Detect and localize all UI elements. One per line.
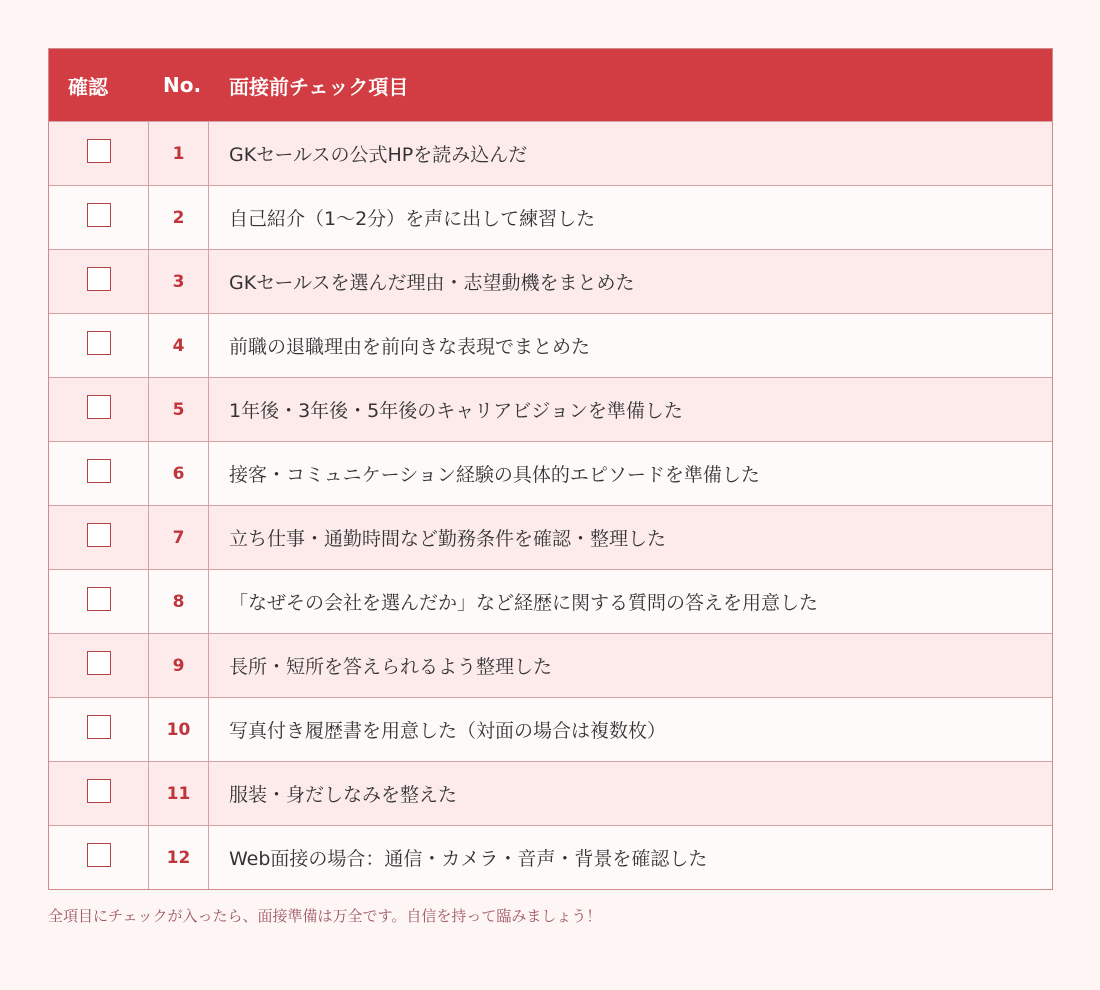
item-text: 1年後・3年後・5年後のキャリアビジョンを準備した xyxy=(229,400,683,422)
table-row xyxy=(49,185,1052,249)
table-header xyxy=(49,49,1052,121)
item-number: 6 xyxy=(149,442,209,505)
check-cell xyxy=(49,250,149,313)
table-row xyxy=(49,761,1052,825)
item-text: 立ち仕事・通勤時間など勤務条件を確認・整理した xyxy=(229,528,667,550)
item-number: 10 xyxy=(149,698,209,761)
item-text: Web面接の場合：通信・カメラ・音声・背景を確認した xyxy=(229,848,708,870)
item-number: 5 xyxy=(149,378,209,441)
checkbox[interactable] xyxy=(87,651,111,675)
check-cell xyxy=(49,570,149,633)
check-cell xyxy=(49,634,149,697)
item-number: 4 xyxy=(149,314,209,377)
item-number: 3 xyxy=(149,250,209,313)
table-row xyxy=(49,505,1052,569)
checkbox[interactable] xyxy=(87,139,111,163)
table-row xyxy=(49,377,1052,441)
table-row xyxy=(49,313,1052,377)
table-row xyxy=(49,569,1052,633)
checklist-table xyxy=(48,48,1053,890)
check-cell xyxy=(49,314,149,377)
table-row xyxy=(49,121,1052,185)
item-text: GKセールスの公式HPを読み込んだ xyxy=(229,144,528,166)
item-text: 接客・コミュニケーション経験の具体的エピソードを準備した xyxy=(229,464,760,486)
item-number: 7 xyxy=(149,506,209,569)
item-number: 9 xyxy=(149,634,209,697)
item-number: 8 xyxy=(149,570,209,633)
checkbox[interactable] xyxy=(87,459,111,483)
table-row xyxy=(49,825,1052,889)
table-row xyxy=(49,633,1052,697)
check-cell xyxy=(49,698,149,761)
checkbox[interactable] xyxy=(87,523,111,547)
checkbox[interactable] xyxy=(87,395,111,419)
item-number: 11 xyxy=(149,762,209,825)
item-number: 12 xyxy=(149,826,209,889)
item-text: 服装・身だしなみを整えた xyxy=(229,784,458,806)
check-cell xyxy=(49,762,149,825)
header-item: 面接前チェック項目 xyxy=(229,74,409,99)
checkbox[interactable] xyxy=(87,203,111,227)
table-body xyxy=(49,121,1052,889)
check-cell xyxy=(49,442,149,505)
item-text: 前職の退職理由を前向きな表現でまとめた xyxy=(229,336,591,358)
header-check: 確認 xyxy=(68,74,108,99)
check-cell xyxy=(49,378,149,441)
check-cell xyxy=(49,122,149,185)
checkbox[interactable] xyxy=(87,779,111,803)
checkbox[interactable] xyxy=(87,715,111,739)
check-cell xyxy=(49,506,149,569)
checkbox[interactable] xyxy=(87,267,111,291)
item-text: 写真付き履歴書を用意した（対面の場合は複数枚） xyxy=(229,720,667,742)
check-cell xyxy=(49,186,149,249)
checkbox[interactable] xyxy=(87,843,111,867)
table-row xyxy=(49,249,1052,313)
header-no: No. xyxy=(163,73,202,97)
item-number: 2 xyxy=(149,186,209,249)
item-text: 「なぜその会社を選んだか」など経歴に関する質問の答えを用意した xyxy=(229,592,819,614)
item-text: GKセールスを選んだ理由・志望動機をまとめた xyxy=(229,272,635,294)
item-text: 長所・短所を答えられるよう整理した xyxy=(229,656,553,678)
item-text: 自己紹介（1〜2分）を声に出して練習した xyxy=(229,208,596,230)
table-row xyxy=(49,441,1052,505)
footer-note: 全項目にチェックが入ったら、面接準備は万全です。自信を持って臨みましょう！ xyxy=(48,907,602,925)
checkbox[interactable] xyxy=(87,331,111,355)
check-cell xyxy=(49,826,149,889)
item-number: 1 xyxy=(149,122,209,185)
checkbox[interactable] xyxy=(87,587,111,611)
table-row xyxy=(49,697,1052,761)
